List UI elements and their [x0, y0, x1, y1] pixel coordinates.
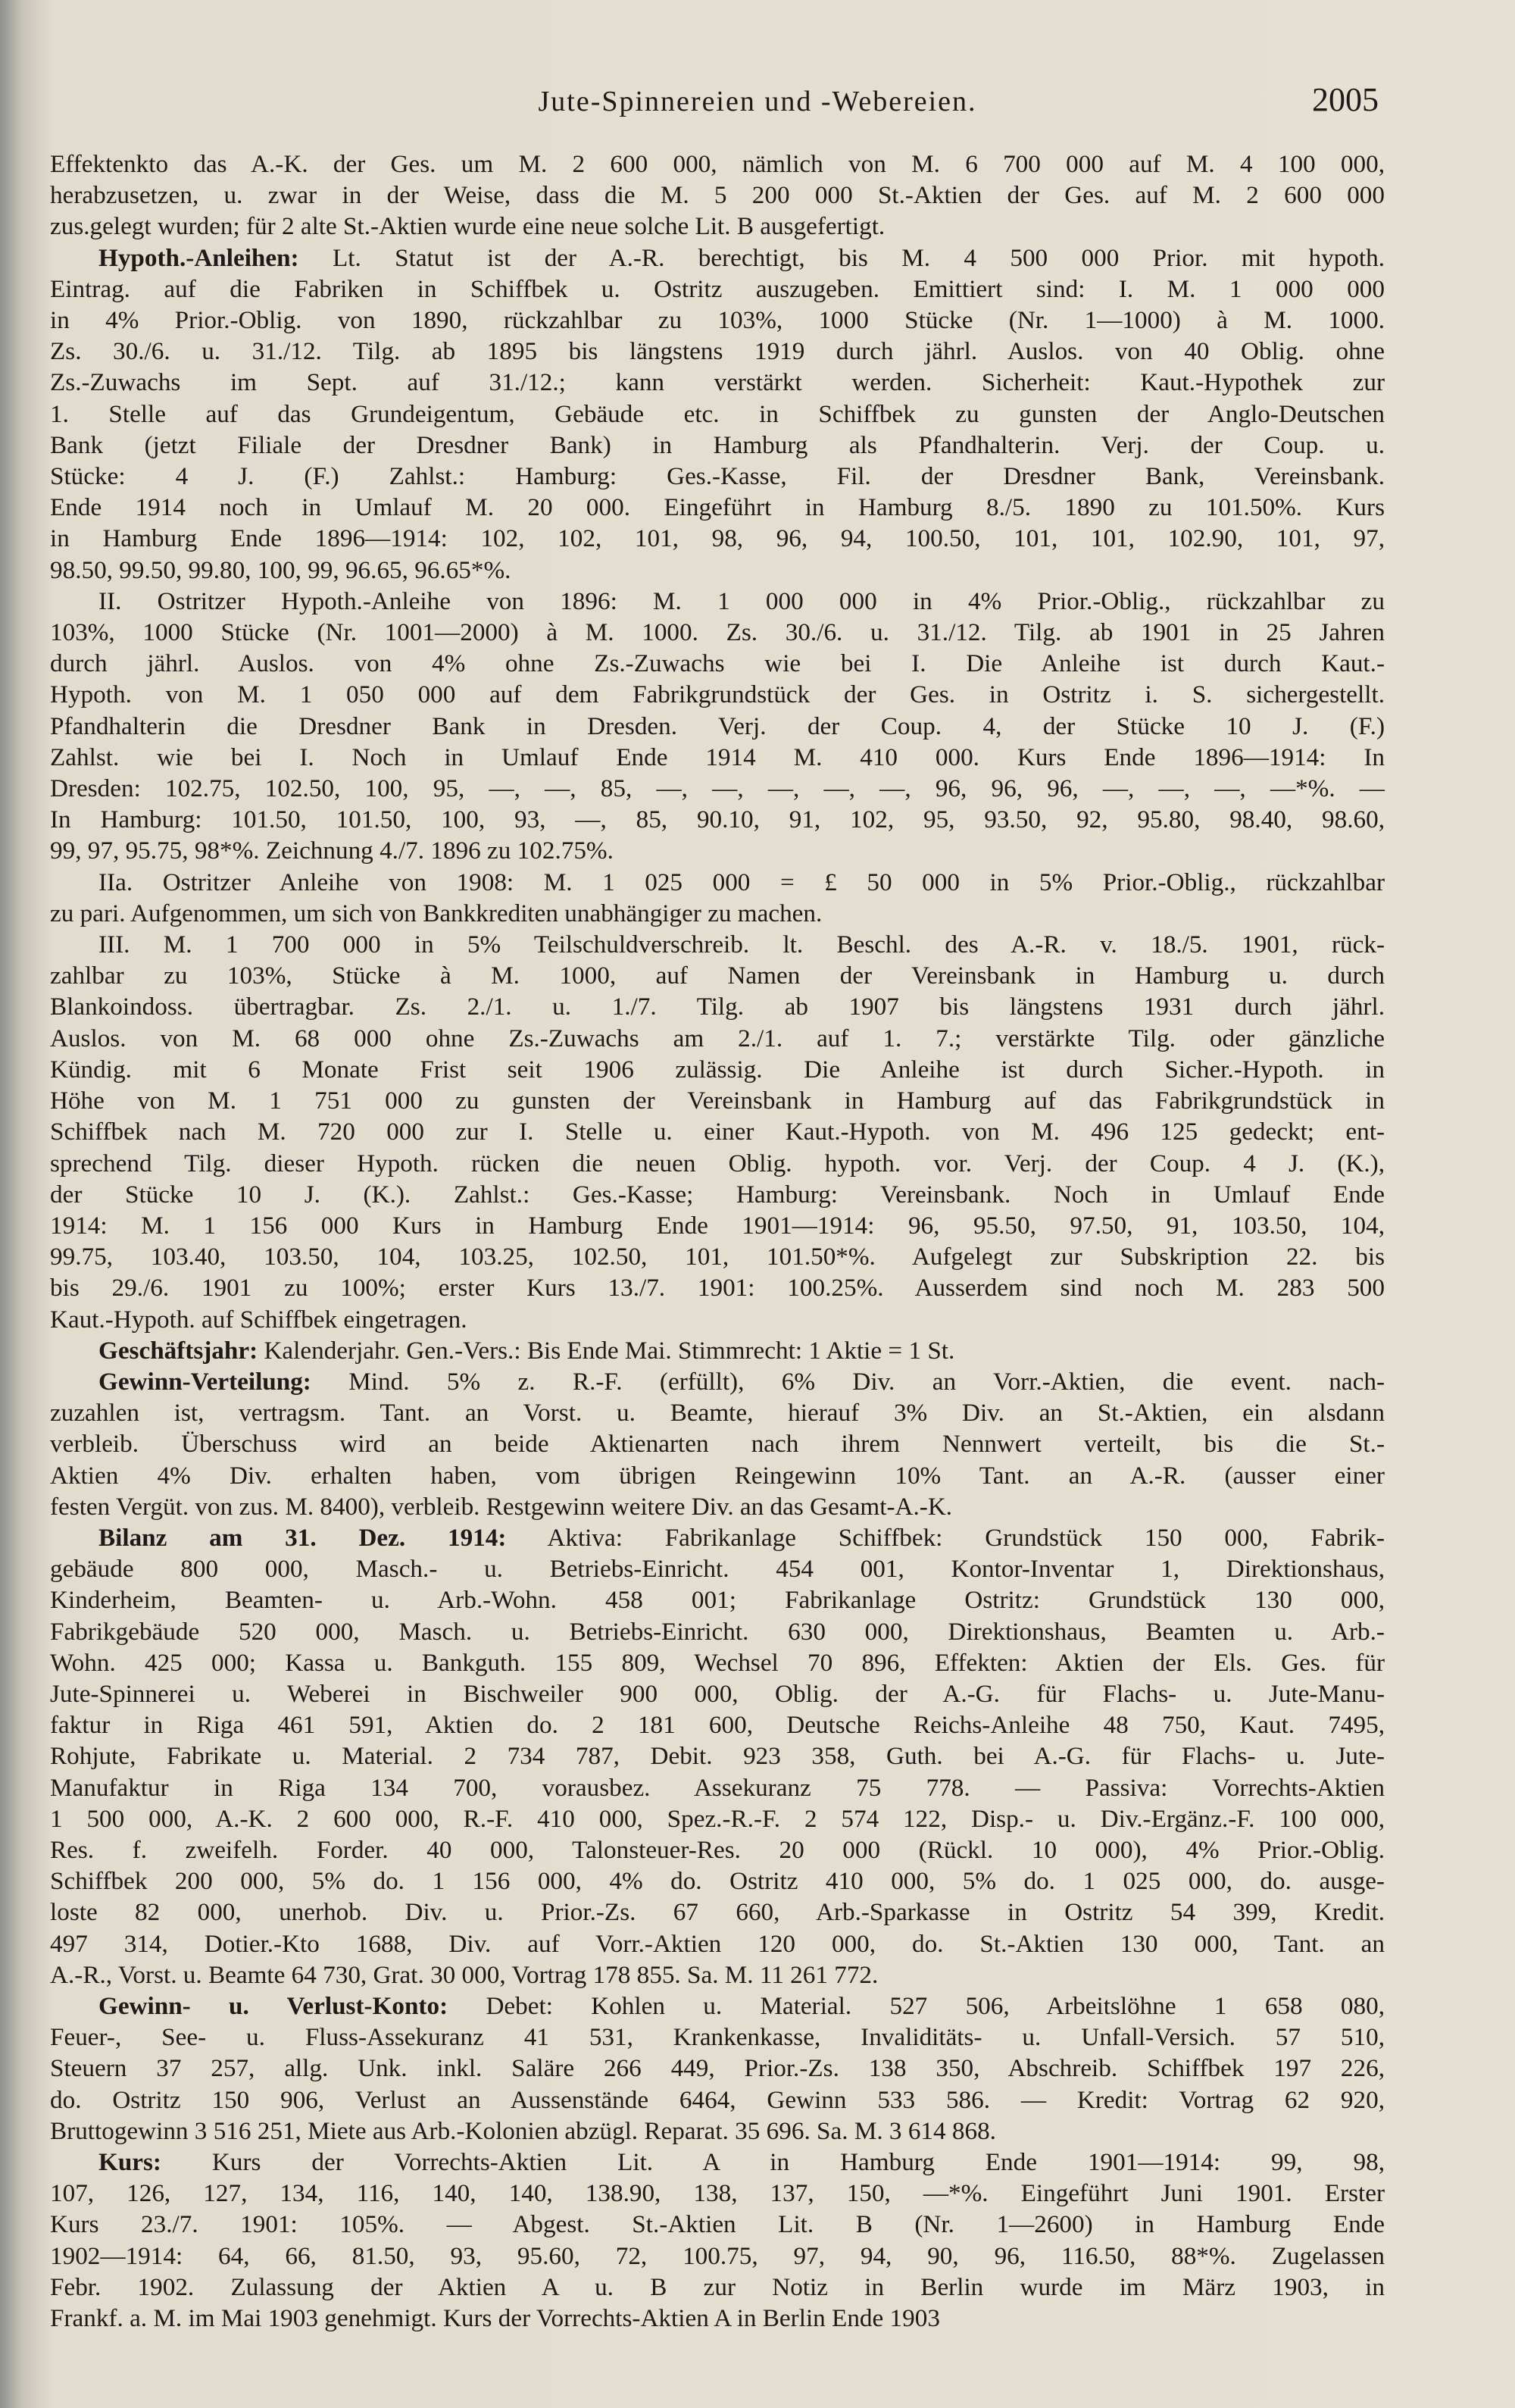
text-line: [50, 1335, 1385, 1366]
text-line: [50, 1865, 1385, 1897]
line-text: Wohn. 425 000; Kassa u. Bankguth. 155 809, Wechsel 70 896, Effekten: Aktien der Els. Ges. für: [50, 1648, 1385, 1677]
line-text: Bank (jetzt Filiale der Dresdner Bank) in Hamburg als Pfandhalterin. Verj. der Coup. u.: [50, 430, 1385, 459]
line-text: Aktiva: Fabrikanlage Schiffbek: Grundstück 150 000, Fabrik-: [506, 1523, 1385, 1552]
text-line: [50, 274, 1385, 305]
text-line: [50, 555, 1385, 586]
line-text: herabzusetzen, u. zwar in der Weise, dass die M. 5 200 000 St.-Aktien der Ges. auf M. 2 600 000: [50, 181, 1385, 210]
text-line: [50, 492, 1385, 523]
line-text: A.-R., Vorst. u. Beamte 64 730, Grat. 30 000, Vortrag 178 855. Sa. M. 11 261 772.: [50, 1960, 879, 1989]
line-text: der Stücke 10 J. (K.). Zahlst.: Ges.-Kasse; Hamburg: Vereinsbank. Noch in Umlauf Ende: [50, 1180, 1385, 1209]
text-line: [50, 1023, 1385, 1054]
page-header: [0, 81, 1515, 130]
text-line: [50, 1148, 1385, 1179]
text-line: [50, 242, 1385, 274]
text-line: [50, 2272, 1385, 2303]
paragraph: [50, 1991, 1385, 2147]
line-text: Febr. 1902. Zulassung der Aktien A u. B zur Notiz in Berlin wurde im März 1903, in: [50, 2272, 1385, 2301]
text-line: [50, 430, 1385, 461]
text-line: [50, 1803, 1385, 1834]
text-line: [50, 1678, 1385, 1709]
text-line: [50, 1304, 1385, 1335]
text-line: [50, 1085, 1385, 1116]
line-text: zus.gelegt wurden; für 2 alte St.-Aktien wurde eine neue solche Lit. B ausgefertigt.: [50, 212, 886, 241]
line-text: Debet: Kohlen u. Material. 527 506, Arbeitslöhne 1 658 080,: [448, 1991, 1385, 2020]
line-text: III. M. 1 700 000 in 5% Teilschuldverschreib. lt. Beschl. des A.-R. v. 18./5. 1901, rück-: [98, 930, 1385, 959]
line-text: 1 500 000, A.-K. 2 600 000, R.-F. 410 000, Spez.-R.-F. 2 574 122, Disp.- u. Div.-Ergänz.-F. 100 000,: [50, 1804, 1385, 1833]
text-line: [50, 648, 1385, 679]
running-head: Jute-Spinnereien und -Webereien.: [538, 86, 977, 117]
line-text: zuzahlen ist, vertragsm. Tant. an Vorst. u. Beamte, hierauf 3% Div. an St.-Aktien, ein alsdann: [50, 1399, 1385, 1428]
text-line: [50, 1834, 1385, 1865]
text-line: [50, 835, 1385, 866]
line-text: Schiffbek nach M. 720 000 zur I. Stelle u. einer Kaut.-Hypoth. von M. 496 125 gedeckt; ent-: [50, 1118, 1385, 1146]
text-line: [50, 2147, 1385, 2178]
text-line: [50, 2303, 1385, 2334]
line-text: 107, 126, 127, 134, 116, 140, 140, 138.90, 138, 137, 150, —*%. Eingeführt Juni 1901. Erster: [50, 2179, 1385, 2208]
line-text: Kurs der Vorrechts-Aktien Lit. A in Hamburg Ende 1901—1914: 99, 98,: [161, 2148, 1385, 2176]
paragraph-lead: Hypoth.-Anleihen:: [98, 243, 299, 272]
paragraph-lead: Geschäftsjahr:: [98, 1336, 258, 1365]
text-line: [50, 1772, 1385, 1803]
line-text: Zs.-Zuwachs im Sept. auf 31./12.; kann verstärkt werden. Sicherheit: Kaut.-Hypothek zur: [50, 368, 1385, 397]
paragraph: [50, 1522, 1385, 1991]
line-text: gebäude 800 000, Masch.- u. Betriebs-Einricht. 454 001, Kontor-Inventar 1, Direktionshaus,: [50, 1555, 1385, 1584]
text-line: [50, 1522, 1385, 1553]
paragraph: [50, 929, 1385, 1335]
text-line: [50, 1366, 1385, 1397]
paragraph: [50, 1335, 1385, 1366]
line-text: II. Ostritzer Hypoth.-Anleihe von 1896: M. 1 000 000 in 4% Prior.-Oblig., rückzahlbar zu: [98, 586, 1385, 615]
paragraph-lead: Gewinn-Verteilung:: [98, 1367, 311, 1396]
text-line: [50, 1460, 1385, 1491]
line-text: durch jährl. Auslos. von 4% ohne Zs.-Zuwachs wie bei I. Die Anleihe ist durch Kaut.-: [50, 649, 1385, 678]
line-text: zahlbar zu 103%, Stücke à M. 1000, auf Namen der Vereinsbank in Hamburg u. durch: [50, 962, 1385, 990]
line-text: Lt. Statut ist der A.-R. berechtigt, bis M. 4 500 000 Prior. mit hypoth.: [298, 243, 1385, 272]
line-text: Bruttogewinn 3 516 251, Miete aus Arb.-Kolonien abzügl. Reparat. 35 696. Sa. M. 3 614 868.: [50, 2116, 996, 2145]
text-line: [50, 2209, 1385, 2240]
text-line: [50, 711, 1385, 742]
line-text: in 4% Prior.-Oblig. von 1890, rückzahlbar zu 103%, 1000 Stücke (Nr. 1—1000) à M. 1000.: [50, 306, 1385, 335]
line-text: Manufaktur in Riga 134 700, vorausbez. Assekuranz 75 778. — Passiva: Vorrechts-Aktien: [50, 1773, 1385, 1802]
text-line: [50, 1959, 1385, 1991]
text-line: [50, 929, 1385, 960]
line-text: 1. Stelle auf das Grundeigentum, Gebäude etc. in Schiffbek zu gunsten der Anglo-Deutschen: [50, 399, 1385, 428]
text-line: [50, 1179, 1385, 1210]
text-line: [50, 1116, 1385, 1147]
paragraph-lead: Bilanz am 31. Dez. 1914:: [98, 1523, 507, 1552]
line-text: Kinderheim, Beamten- u. Arb.-Wohn. 458 001; Fabrikanlage Ostritz: Grundstück 130 000,: [50, 1586, 1385, 1615]
line-text: Feuer-, See- u. Fluss-Assekuranz 41 531, Krankenkasse, Invaliditäts- u. Unfall-Versich. 57 510,: [50, 2023, 1385, 2052]
line-text: Stücke: 4 J. (F.) Zahlst.: Hamburg: Ges.-Kasse, Fil. der Dresdner Bank, Vereinsbank.: [50, 462, 1385, 491]
text-line: [50, 898, 1385, 929]
text-line: [50, 367, 1385, 398]
text-line: [50, 1272, 1385, 1303]
paragraph: [50, 867, 1385, 929]
line-text: IIa. Ostritzer Anleihe von 1908: M. 1 025 000 = £ 50 000 in 5% Prior.-Oblig., rückzahlbar: [98, 868, 1385, 896]
line-text: Eintrag. auf die Fabriken in Schiffbek u. Ostritz auszugeben. Emittiert sind: I. M. 1 000 000: [50, 274, 1385, 303]
text-line: [50, 991, 1385, 1022]
line-text: bis 29./6. 1901 zu 100%; erster Kurs 13./7. 1901: 100.25%. Ausserdem sind noch M. 283 500: [50, 1274, 1385, 1303]
paragraph: [50, 1366, 1385, 1522]
line-text: Schiffbek 200 000, 5% do. 1 156 000, 4% do. Ostritz 410 000, 5% do. 1 025 000, do. ausge-: [50, 1867, 1385, 1896]
line-text: Kalenderjahr. Gen.-Vers.: Bis Ende Mai. Stimmrecht: 1 Aktie = 1 St.: [258, 1336, 955, 1365]
text-line: [50, 305, 1385, 336]
paragraph: [50, 2147, 1385, 2334]
text-line: [50, 867, 1385, 898]
text-line: [50, 211, 1385, 242]
text-line: [50, 2178, 1385, 2209]
line-text: Steuern 37 257, allg. Unk. inkl. Saläre 266 449, Prior.-Zs. 138 350, Abschreib. Schiffbek 197 226,: [50, 2054, 1385, 2083]
paragraph-lead: Kurs:: [98, 2148, 161, 2176]
line-text: festen Vergüt. von zus. M. 8400), verbleib. Restgewinn weitere Div. an das Gesamt-A.-K.: [50, 1492, 953, 1521]
line-text: zu pari. Aufgenommen, um sich von Bankkrediten unabhängiger zu machen.: [50, 899, 823, 927]
line-text: Rohjute, Fabrikate u. Material. 2 734 787, Debit. 923 358, Guth. bei A.-G. für Flachs- u. Jute-: [50, 1742, 1385, 1771]
line-text: Fabrikgebäude 520 000, Masch. u. Betriebs-Einricht. 630 000, Direktionshaus, Beamten u. Arb.-: [50, 1617, 1385, 1646]
text-line: [50, 1054, 1385, 1085]
line-text: 99, 97, 95.75, 98*%. Zeichnung 4./7. 1896 zu 102.75%.: [50, 837, 614, 865]
line-text: Zahlst. wie bei I. Noch in Umlauf Ende 1914 M. 410 000. Kurs Ende 1896—1914: In: [50, 743, 1385, 771]
text-line: [50, 1584, 1385, 1615]
line-text: Res. f. zweifelh. Forder. 40 000, Talonsteuer-Res. 20 000 (Rückl. 10 000), 4% Prior.-Oblig.: [50, 1835, 1385, 1864]
line-text: Höhe von M. 1 751 000 zu gunsten der Vereinsbank in Hamburg auf das Fabrikgrundstück in: [50, 1087, 1385, 1115]
text-line: [50, 679, 1385, 710]
paragraph: [50, 149, 1385, 242]
text-line: [50, 149, 1385, 180]
line-text: Kündig. mit 6 Monate Frist seit 1906 zulässig. Die Anleihe ist durch Sicher.-Hypoth. in: [50, 1055, 1385, 1084]
text-line: [50, 461, 1385, 492]
text-line: [50, 523, 1385, 554]
line-text: Ende 1914 noch in Umlauf M. 20 000. Eingeführt in Hamburg 8./5. 1890 zu 101.50%. Kurs: [50, 493, 1385, 522]
paragraph: [50, 586, 1385, 867]
line-text: Hypoth. von M. 1 050 000 auf dem Fabrikgrundstück der Ges. in Ostritz i. S. sichergestellt.: [50, 680, 1385, 709]
line-text: Frankf. a. M. im Mai 1903 genehmigt. Kurs der Vorrechts-Aktien A in Berlin Ende 1903: [50, 2304, 940, 2333]
text-line: [50, 804, 1385, 835]
text-line: [50, 1210, 1385, 1241]
line-text: 497 314, Dotier.-Kto 1688, Div. auf Vorr.-Aktien 120 000, do. St.-Aktien 130 000, Tant. an: [50, 1929, 1385, 1958]
line-text: Aktien 4% Div. erhalten haben, vom übrigen Reingewinn 10% Tant. an A.-R. (ausser einer: [50, 1461, 1385, 1490]
text-line: [50, 1928, 1385, 1959]
text-line: [50, 1709, 1385, 1740]
line-text: verbleib. Überschuss wird an beide Aktienarten nach ihrem Nennwert verteilt, bis die St.-: [50, 1430, 1385, 1459]
line-text: Effektenkto das A.-K. der Ges. um M. 2 600 000, nämlich von M. 6 700 000 auf M. 4 100 000,: [50, 150, 1385, 178]
line-text: do. Ostritz 150 906, Verlust an Aussenstände 6464, Gewinn 533 586. — Kredit: Vortrag 62 920,: [50, 2085, 1385, 2114]
page-number: 2005: [1312, 81, 1379, 118]
text-line: [50, 2053, 1385, 2084]
text-line: [50, 773, 1385, 804]
text-line: [50, 1991, 1385, 2022]
line-text: loste 82 000, unerhob. Div. u. Prior.-Zs. 67 660, Arb.-Sparkasse in Ostritz 54 399, Kredit.: [50, 1898, 1385, 1927]
line-text: 103%, 1000 Stücke (Nr. 1001—2000) à M. 1000. Zs. 30./6. u. 31./12. Tilg. ab 1901 in 25 Jahren: [50, 618, 1385, 647]
line-text: 1914: M. 1 156 000 Kurs in Hamburg Ende 1901—1914: 96, 95.50, 97.50, 91, 103.50, 104,: [50, 1211, 1385, 1240]
text-line: [50, 2116, 1385, 2147]
text-line: [50, 1553, 1385, 1584]
text-line: [50, 586, 1385, 617]
text-line: [50, 2022, 1385, 2053]
line-text: 99.75, 103.40, 103.50, 104, 103.25, 102.50, 101, 101.50*%. Aufgelegt zur Subskription 22. bis: [50, 1243, 1385, 1271]
line-text: In Hamburg: 101.50, 101.50, 100, 93, —, 85, 90.10, 91, 102, 95, 93.50, 92, 95.80, 98.40, 98.60,: [50, 805, 1385, 834]
text-line: [50, 617, 1385, 648]
text-line: [50, 336, 1385, 367]
text-line: [50, 1740, 1385, 1772]
line-text: 98.50, 99.50, 99.80, 100, 99, 96.65, 96.65*%.: [50, 555, 511, 584]
body-text: [50, 149, 1385, 2334]
line-text: Zs. 30./6. u. 31./12. Tilg. ab 1895 bis längstens 1919 durch jährl. Auslos. von 40 Oblig. ohne: [50, 337, 1385, 366]
text-line: [50, 1897, 1385, 1928]
line-text: Kurs 23./7. 1901: 105%. — Abgest. St.-Aktien Lit. B (Nr. 1—2600) in Hamburg Ende: [50, 2210, 1385, 2239]
line-text: sprechend Tilg. dieser Hypoth. rücken die neuen Oblig. hypoth. vor. Verj. der Coup. 4 J. (K.),: [50, 1149, 1385, 1177]
text-line: [50, 742, 1385, 773]
line-text: Blankoindoss. übertragbar. Zs. 2./1. u. 1./7. Tilg. ab 1907 bis längstens 1931 durch jährl.: [50, 993, 1385, 1021]
line-text: in Hamburg Ende 1896—1914: 102, 102, 101, 98, 96, 94, 100.50, 101, 101, 102.90, 101, 97,: [50, 524, 1385, 553]
paragraph: [50, 242, 1385, 586]
text-line: [50, 1616, 1385, 1647]
line-text: Dresden: 102.75, 102.50, 100, 95, —, —, 85, —, —, —, —, —, 96, 96, 96, —, —, —, —*%. —: [50, 774, 1385, 803]
text-line: [50, 1491, 1385, 1522]
line-text: Mind. 5% z. R.-F. (erfüllt), 6% Div. an Vorr.-Aktien, die event. nach-: [311, 1367, 1385, 1396]
line-text: 1902—1914: 64, 66, 81.50, 93, 95.60, 72, 100.75, 97, 94, 90, 96, 116.50, 88*%. Zugelassen: [50, 2241, 1385, 2270]
text-line: [50, 1397, 1385, 1428]
line-text: Kaut.-Hypoth. auf Schiffbek eingetragen.: [50, 1305, 467, 1334]
text-line: [50, 1241, 1385, 1272]
line-text: Pfandhalterin die Dresdner Bank in Dresden. Verj. der Coup. 4, der Stücke 10 J. (F.): [50, 711, 1385, 740]
line-text: Jute-Spinnerei u. Weberei in Bischweiler 900 000, Oblig. der A.-G. für Flachs- u. Jute-Manu-: [50, 1679, 1385, 1708]
text-line: [50, 399, 1385, 430]
line-text: faktur in Riga 461 591, Aktien do. 2 181 600, Deutsche Reichs-Anleihe 48 750, Kaut. 7495,: [50, 1711, 1385, 1740]
line-text: Auslos. von M. 68 000 ohne Zs.-Zuwachs am 2./1. auf 1. 7.; verstärkte Tilg. oder gänzliche: [50, 1024, 1385, 1052]
paragraph-lead: Gewinn- u. Verlust-Konto:: [98, 1991, 448, 2020]
text-line: [50, 1647, 1385, 1678]
text-line: [50, 2241, 1385, 2272]
text-line: [50, 1428, 1385, 1459]
text-line: [50, 960, 1385, 991]
text-line: [50, 2084, 1385, 2116]
text-line: [50, 180, 1385, 211]
